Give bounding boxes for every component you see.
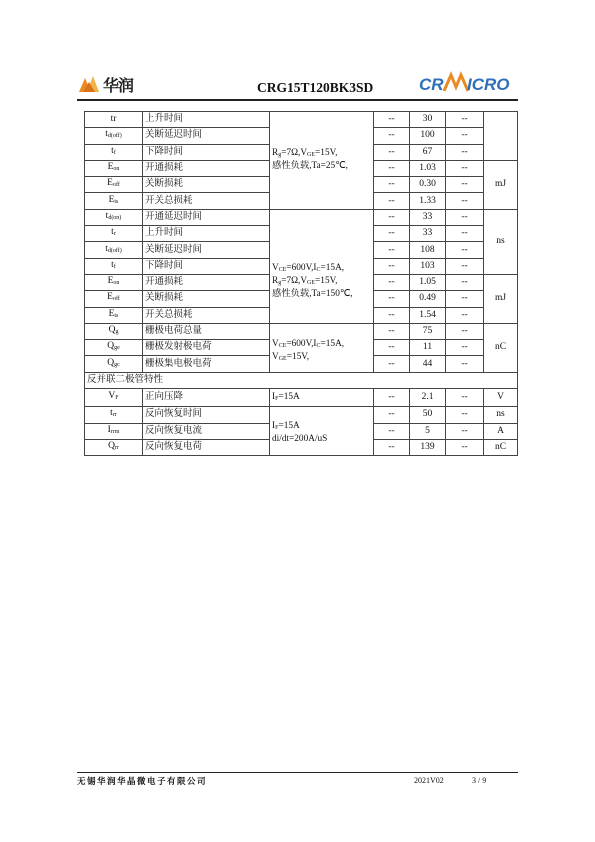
- max-value: --: [446, 274, 484, 290]
- symbol: Q: [108, 325, 116, 335]
- footer-rule: [77, 772, 518, 773]
- symbol-cell: [85, 112, 143, 128]
- min-value: --: [374, 439, 410, 455]
- min-value: --: [374, 177, 410, 193]
- typ-value: 1.33: [410, 193, 446, 209]
- symbol-cell: [85, 423, 143, 439]
- typ-value: 33: [410, 209, 446, 225]
- min-value: --: [374, 307, 410, 323]
- unit-cell: nC: [484, 439, 518, 455]
- typ-value: 103: [410, 258, 446, 274]
- symbol: Q: [107, 341, 115, 352]
- part-number: CRG15T120BK3SD: [257, 80, 374, 95]
- parameter-name: 开通损耗: [143, 160, 270, 176]
- max-value: --: [446, 193, 484, 209]
- max-value: --: [446, 423, 484, 439]
- condition-cell: $V_{CE}=600V,I_C=15A$, $R_g=7\Omega,V_{GE}=15V$, 感性负载,Ta=150℃,: [270, 209, 374, 323]
- table-row: [85, 389, 518, 407]
- parameter-name: 反向恢复电荷: [143, 439, 270, 455]
- symbol-cell: [85, 439, 143, 455]
- min-value: --: [374, 226, 410, 242]
- unit-cell: ns: [484, 407, 518, 423]
- symbol: Q: [108, 441, 115, 452]
- typ-value: 30: [410, 112, 446, 128]
- parameter-name: 下降时间: [143, 258, 270, 274]
- typ-value: 139: [410, 439, 446, 455]
- section-title: 反并联二极管特性: [85, 372, 518, 388]
- max-value: --: [446, 407, 484, 423]
- max-value: --: [446, 291, 484, 307]
- max-value: --: [446, 144, 484, 160]
- symbol-subscript: f: [113, 149, 116, 156]
- symbol-subscript: rr: [114, 445, 119, 452]
- max-value: --: [446, 356, 484, 372]
- min-value: --: [374, 274, 410, 290]
- min-value: --: [374, 258, 410, 274]
- parameter-name: 栅极电荷总量: [143, 323, 270, 339]
- min-value: --: [374, 160, 410, 176]
- min-value: --: [374, 407, 410, 423]
- min-value: --: [374, 193, 410, 209]
- company-logo-icon: [77, 70, 105, 94]
- table-row: [85, 407, 518, 423]
- unit-cell: ns: [484, 209, 518, 274]
- symbol-cell: [85, 193, 143, 209]
- parameter-name: 开关总损耗: [143, 307, 270, 323]
- symbol: E: [108, 308, 115, 319]
- symbol-subscript: ge: [114, 345, 120, 352]
- footer-version: 2021V02: [414, 776, 444, 785]
- unit-cell: nC: [484, 323, 518, 372]
- unit-cell-blank: [484, 112, 518, 161]
- symbol-cell: [85, 160, 143, 176]
- parameter-name: 关断损耗: [143, 177, 270, 193]
- typ-value: 1.54: [410, 307, 446, 323]
- symbol-cell: [85, 144, 143, 160]
- symbol-cell: [85, 356, 143, 372]
- min-value: --: [374, 242, 410, 258]
- max-value: --: [446, 177, 484, 193]
- parameter-name: 开通延迟时间: [143, 209, 270, 225]
- symbol-cell: [85, 258, 143, 274]
- max-value: --: [446, 128, 484, 144]
- symbol-cell: [85, 407, 143, 423]
- max-value: --: [446, 160, 484, 176]
- max-value: --: [446, 340, 484, 356]
- footer-page-number: 3 / 9: [472, 776, 487, 785]
- symbol-cell: [85, 128, 143, 144]
- symbol: E: [108, 194, 115, 205]
- min-value: --: [374, 128, 410, 144]
- max-value: --: [446, 209, 484, 225]
- min-value: --: [374, 323, 410, 339]
- symbol-cell: [85, 307, 143, 323]
- symbol: t: [110, 408, 113, 419]
- symbol-subscript: d(on): [108, 214, 122, 221]
- company-logo-text: 华润: [103, 76, 134, 95]
- table-row: [85, 209, 518, 225]
- unit-cell: mJ: [484, 160, 518, 209]
- min-value: --: [374, 144, 410, 160]
- typ-value: 2.1: [410, 389, 446, 407]
- symbol: t: [111, 227, 114, 238]
- condition-cell: $R_g=7\Omega,V_{GE}=15V$, 感性负载,Ta=25℃,: [270, 112, 374, 210]
- typ-value: 50: [410, 407, 446, 423]
- condition-cell: $I_F=15A$ di/dt=200A/uS: [270, 407, 374, 456]
- min-value: --: [374, 340, 410, 356]
- symbol-cell: [85, 242, 143, 258]
- symbol-cell: [85, 291, 143, 307]
- typ-value: 1.05: [410, 274, 446, 290]
- max-value: --: [446, 389, 484, 407]
- symbol-subscript: g: [115, 329, 119, 335]
- parameter-name: 关断延迟时间: [143, 128, 270, 144]
- symbol: t: [105, 210, 109, 221]
- symbol: Q: [107, 357, 115, 368]
- typ-value: 67: [410, 144, 446, 160]
- typ-value: 0.49: [410, 291, 446, 307]
- symbol-subscript: f: [113, 263, 116, 270]
- symbol: V: [108, 391, 116, 402]
- max-value: --: [446, 258, 484, 274]
- table-row: [85, 112, 518, 128]
- parameter-name: 上升时间: [143, 112, 270, 128]
- symbol-subscript: on: [113, 166, 120, 173]
- symbol: t: [111, 259, 114, 270]
- symbol-cell: [85, 323, 143, 339]
- section-header-row: [85, 372, 518, 388]
- min-value: --: [374, 291, 410, 307]
- symbol-cell: [85, 209, 143, 225]
- max-value: --: [446, 307, 484, 323]
- symbol-cell: [85, 340, 143, 356]
- symbol: t: [105, 243, 108, 254]
- typ-value: 5: [410, 423, 446, 439]
- brand-logo-icon: [419, 70, 519, 96]
- unit-cell: V: [484, 389, 518, 407]
- symbol: E: [107, 178, 113, 189]
- typ-value: 33: [410, 226, 446, 242]
- symbol: I: [107, 424, 111, 435]
- parameter-name: 反向恢复电流: [143, 423, 270, 439]
- typ-value: 44: [410, 356, 446, 372]
- parameter-name: 开关总损耗: [143, 193, 270, 209]
- parameter-name: 正向压降: [143, 389, 270, 407]
- page-header: [77, 64, 517, 100]
- symbol-subscript: F: [115, 395, 119, 402]
- min-value: --: [374, 389, 410, 407]
- typ-value: 108: [410, 242, 446, 258]
- min-value: --: [374, 112, 410, 128]
- symbol-subscript: gc: [114, 361, 120, 368]
- unit-cell: A: [484, 423, 518, 439]
- symbol-subscript: rrm: [110, 428, 120, 435]
- symbol-subscript: r: [113, 231, 116, 238]
- symbol: tr: [110, 114, 117, 125]
- svg-text:CR: CR: [419, 75, 444, 94]
- min-value: --: [374, 209, 410, 225]
- header-rule: [77, 99, 518, 101]
- parameter-name: 反向恢复时间: [143, 407, 270, 423]
- symbol-subscript: d(off): [107, 133, 122, 140]
- symbol-cell: [85, 177, 143, 193]
- unit-cell: mJ: [484, 274, 518, 323]
- symbol-cell: [85, 226, 143, 242]
- footer-company: 无锡华润华晶微电子有限公司: [77, 777, 208, 787]
- symbol-subscript: off: [112, 296, 120, 303]
- condition-cell: $I_F=15A$: [270, 389, 374, 407]
- symbol-subscript: ts: [114, 198, 119, 205]
- table-row: [85, 323, 518, 339]
- symbol-cell: [85, 274, 143, 290]
- parameter-name: 开通损耗: [143, 274, 270, 290]
- characteristics-table: [84, 111, 518, 456]
- symbol-subscript: off: [112, 182, 120, 189]
- parameter-name: 下降时间: [143, 144, 270, 160]
- max-value: --: [446, 323, 484, 339]
- symbol: t: [111, 145, 114, 156]
- typ-value: 11: [410, 340, 446, 356]
- brand-logo: [419, 70, 519, 96]
- parameter-name: 关断延迟时间: [143, 242, 270, 258]
- max-value: --: [446, 226, 484, 242]
- symbol: E: [107, 292, 113, 303]
- parameter-name: 栅极发射极电荷: [143, 340, 270, 356]
- max-value: --: [446, 439, 484, 455]
- typ-value: 100: [410, 128, 446, 144]
- max-value: --: [446, 112, 484, 128]
- parameter-name: 上升时间: [143, 226, 270, 242]
- parameter-name: 关断损耗: [143, 291, 270, 307]
- symbol: t: [105, 129, 108, 140]
- typ-value: 0.30: [410, 177, 446, 193]
- min-value: --: [374, 356, 410, 372]
- symbol: E: [107, 162, 114, 173]
- max-value: --: [446, 242, 484, 258]
- parameter-name: 栅极集电极电荷: [143, 356, 270, 372]
- symbol-cell: [85, 389, 143, 407]
- condition-cell: $V_{CE}=600V,I_C=15A$, $V_{GE}=15V$,: [270, 323, 374, 372]
- svg-text:ICRO: ICRO: [467, 75, 510, 94]
- company-logo: [77, 70, 137, 96]
- typ-value: 75: [410, 323, 446, 339]
- symbol-subscript: rr: [112, 412, 117, 419]
- symbol-subscript: d(off): [107, 247, 122, 254]
- symbol-subscript: ts: [114, 312, 119, 319]
- symbol-subscript: on: [113, 280, 120, 287]
- min-value: --: [374, 423, 410, 439]
- symbol: E: [107, 276, 114, 287]
- typ-value: 1.03: [410, 160, 446, 176]
